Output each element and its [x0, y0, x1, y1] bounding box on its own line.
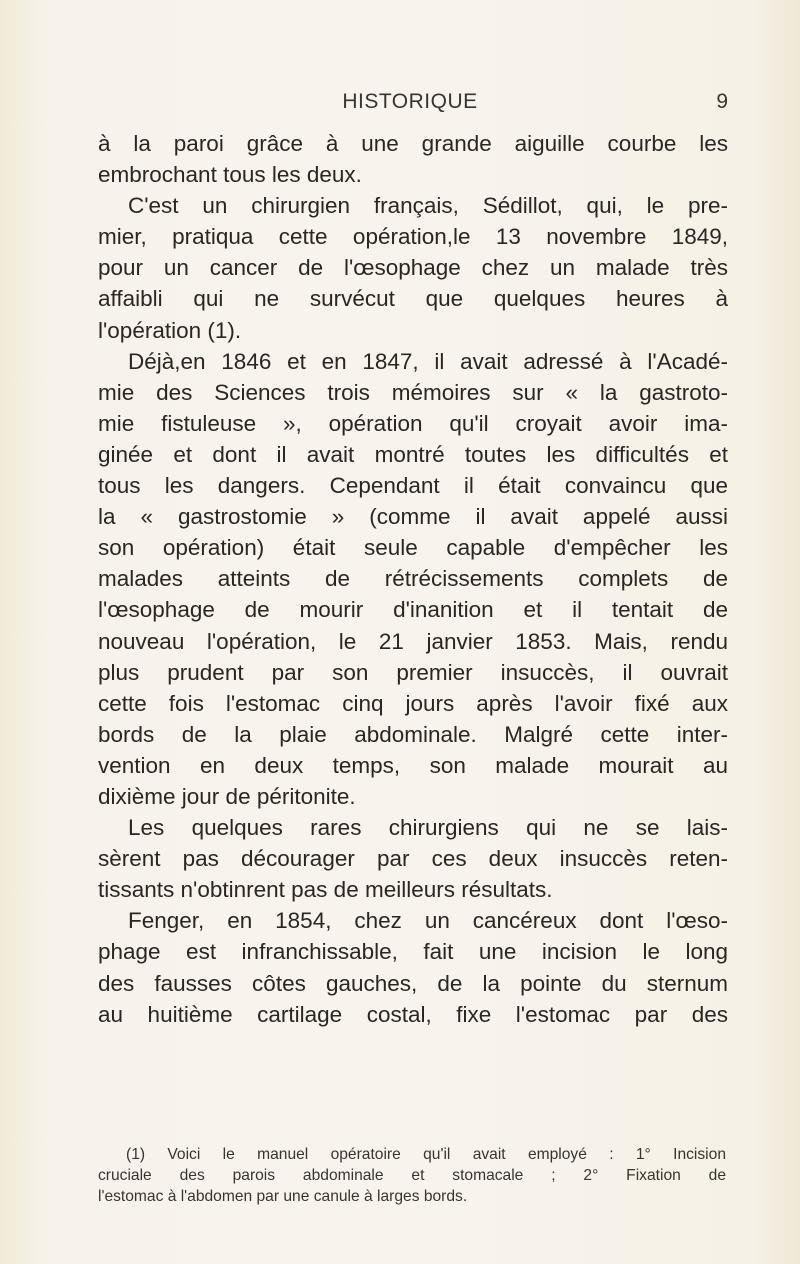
text-line: ginée et dont il avait montré toutes les difficultés et	[98, 441, 728, 467]
text-line: embrochant tous les deux.	[98, 162, 362, 188]
body-text	[98, 128, 728, 1030]
text-line: mier, pratiqua cette opération,le 13 novembre 1849,	[98, 224, 728, 250]
text-line: mie fistuleuse », opération qu'il croyait avoir ima-	[98, 410, 728, 436]
text-line: affaibli qui ne survécut que quelques heures à	[98, 286, 728, 312]
text-line: l'œsophage de mourir d'inanition et il tentait de	[98, 597, 728, 623]
text-line: bords de la plaie abdominale. Malgré cette inter-	[98, 721, 728, 747]
footnote	[98, 1144, 726, 1207]
text-line: pour un cancer de l'œsophage chez un malade très	[98, 255, 728, 281]
page-number: 9	[716, 90, 728, 113]
text-line: vention en deux temps, son malade mourait au	[98, 752, 728, 778]
text-line: malades atteints de rétrécissements complets de	[98, 566, 728, 592]
text-line: des fausses côtes gauches, de la pointe du sternum	[98, 970, 728, 996]
text-line: au huitième cartilage costal, fixe l'estomac par des	[98, 1001, 728, 1027]
footnote-line: cruciale des parois abdominale et stomacale ; 2° Fixation de	[98, 1167, 726, 1184]
footnote-line: (1) Voici le manuel opératoire qu'il avait employé : 1° Incision	[126, 1146, 726, 1163]
text-line: dixième jour de péritonite.	[98, 783, 356, 809]
text-line: sèrent pas décourager par ces deux insuccès reten-	[98, 846, 728, 872]
text-line: Déjà,en 1846 et en 1847, il avait adressé à l'Acadé-	[128, 348, 728, 374]
footnote-line: l'estomac à l'abdomen par une canule à larges bords.	[98, 1188, 468, 1205]
text-line: phage est infranchissable, fait une incision le long	[98, 939, 728, 965]
text-line: tissants n'obtinrent pas de meilleurs résultats.	[98, 877, 553, 903]
text-line: cette fois l'estomac cinq jours après l'avoir fixé aux	[98, 690, 728, 716]
text-line: tous les dangers. Cependant il était convaincu que	[98, 473, 728, 499]
text-line: plus prudent par son premier insuccès, il ouvrait	[98, 659, 728, 685]
text-line: C'est un chirurgien français, Sédillot, qui, le pre-	[128, 193, 728, 219]
text-line: Les quelques rares chirurgiens qui ne se lais-	[128, 815, 728, 841]
text-line: à la paroi grâce à une grande aiguille courbe les	[98, 131, 728, 156]
text-line: son opération) était seule capable d'empêcher les	[98, 535, 728, 561]
text-line: mie des Sciences trois mémoires sur « la gastroto-	[98, 379, 728, 405]
running-title: HISTORIQUE	[342, 90, 478, 113]
text-line: nouveau l'opération, le 21 janvier 1853. Mais, rendu	[98, 628, 728, 654]
page-header	[90, 90, 730, 120]
text-line: l'opération (1).	[98, 317, 242, 343]
text-line: la « gastrostomie » (comme il avait appelé aussi	[98, 504, 728, 530]
text-line: Fenger, en 1854, chez un cancéreux dont l'œso-	[128, 908, 728, 934]
